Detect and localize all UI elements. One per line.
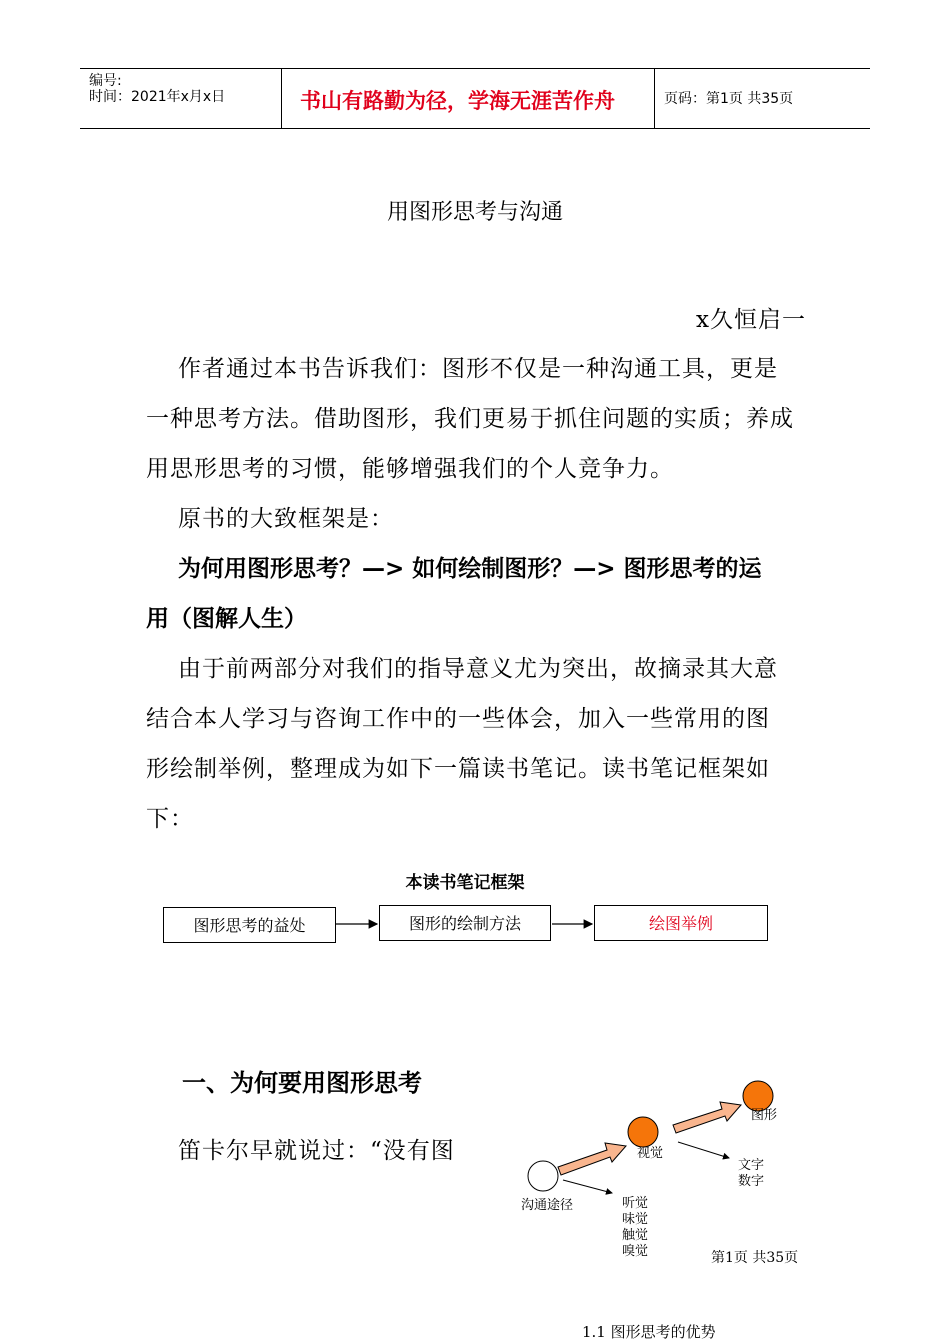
sense-label: 触觉 [622, 1228, 649, 1243]
author-line: x久恒启一 [696, 307, 806, 333]
text-label: 文字 [738, 1158, 765, 1173]
framework-box-examples: 绘图举例 [594, 905, 768, 941]
paragraph-line: 由于前两部分对我们的指导意义尤为突出，故摘录其大意 [178, 656, 778, 682]
framework-box-methods: 图形的绘制方法 [379, 905, 551, 941]
header-motto: 书山有路勤为径，学海无涯苦作舟 [300, 89, 615, 113]
framework-summary-line: 用（图解人生） [146, 606, 307, 632]
footer-page-number: 第1页 共35页 [711, 1250, 799, 1266]
start-node-label: 沟通途径 [521, 1198, 574, 1213]
page-title: 用图形思考与沟通 [386, 200, 563, 225]
vision-label: 视觉 [637, 1146, 664, 1161]
paragraph-line: 形绘制举例，整理成为如下一篇读书笔记。读书笔记框架如 [146, 756, 770, 782]
paragraph-line: 用思形思考的习惯，能够增强我们的个人竞争力。 [146, 456, 674, 482]
graphic-label: 图形 [751, 1108, 778, 1123]
arrow-icon [563, 1180, 612, 1193]
thick-arrow-icon [558, 1143, 626, 1175]
paragraph-line: 原书的大致框架是： [178, 506, 394, 532]
framework-title: 本读书笔记框架 [405, 873, 525, 893]
paragraph-line: 结合本人学习与咨询工作中的一些体会，加入一些常用的图 [146, 706, 770, 732]
number-label: 数字 [738, 1174, 765, 1189]
section-heading: 一、为何要用图形思考 [182, 1069, 422, 1097]
graphic-node-circle [743, 1081, 773, 1111]
thick-arrow-icon [673, 1102, 741, 1133]
framework-summary-line: 为何用图形思考？—> 如何绘制图形？—> 图形思考的运 [178, 556, 762, 582]
header-page-info: 页码：第1页 共35页 [664, 91, 794, 107]
sense-label: 味觉 [622, 1212, 649, 1227]
footer-caption: 1.1 图形思考的优势 [582, 1323, 716, 1341]
paragraph-line: 一种思考方法。借助图形，我们更易于抓住问题的实质；养成 [146, 406, 794, 432]
start-node-circle [528, 1161, 558, 1191]
header-number-label: 编号: [89, 73, 122, 89]
vision-node-circle [628, 1117, 658, 1147]
framework-box-benefits: 图形思考的益处 [163, 907, 336, 943]
arrow-icon [678, 1142, 729, 1158]
header-time-label: 时间：2021年x月x日 [89, 89, 226, 105]
paragraph-line: 下： [146, 806, 194, 832]
paragraph-line: 作者通过本书告诉我们：图形不仅是一种沟通工具，更是 [178, 356, 778, 382]
quote-line: 笛卡尔早就说过：“没有图 [178, 1138, 455, 1164]
sense-label: 听觉 [622, 1196, 649, 1211]
sense-label: 嗅觉 [622, 1244, 649, 1259]
